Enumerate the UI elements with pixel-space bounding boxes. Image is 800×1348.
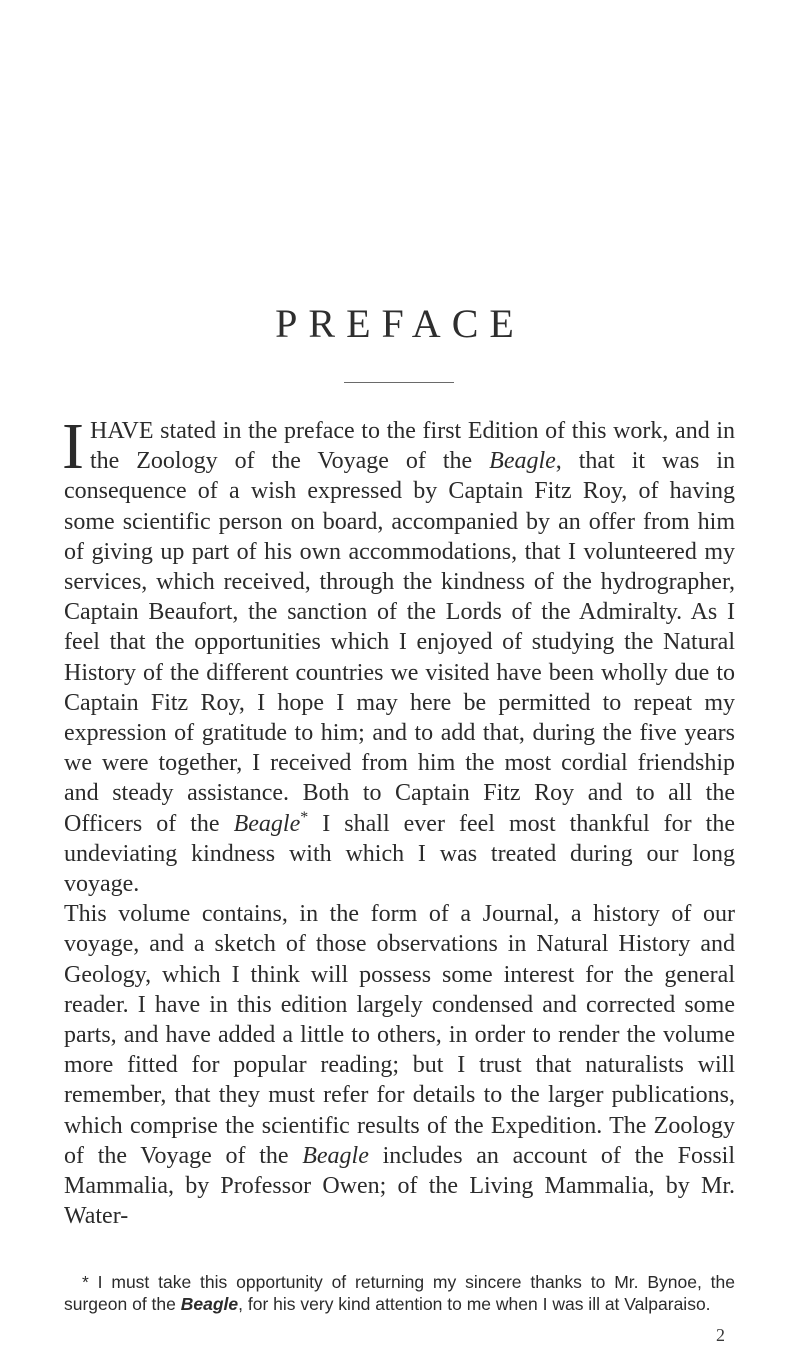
page-title: PREFACE [275, 301, 525, 346]
paragraph-2-text: This volume contains, in the form of a Journal, a history of our voyage, and a sketch of those observations in Natural History and Geology, which I think will possess some interest for the general reader. I have in this edition largely condensed and corrected some parts, and have added a little to others, in order to render the volume more fitted for popular reading; but I trust that naturalists will remember, that they must refer for details to the larger publications, which comprise the scientific results of the Expedition. The Zoology of the Voyage of the [64, 901, 735, 1169]
page-number: 2 [716, 1325, 725, 1345]
paragraph-1 [62, 410, 736, 899]
italic-ship-name: Beagle [180, 1293, 239, 1314]
paragraph-1-text: , that it was in consequence of a wish expressed by Captain Fitz Roy, of having some scientific person on board, accompanied by an offer from him of giving up part of his own accommodations, that I volunteered my services, which received, through the kindness of the hydrographer, Captain Beaufort, the sanction of the Lords of the Admiralty. As I feel that the opportunities which I enjoyed of studying the Natural History of the different countries we visited have been wholly due to Captain Fitz Roy, I hope I may here be permitted to repeat my expression of gratitude to him; and to add that, during the five years we were together, I received from him the most cordial friendship and steady assistance. Both to Captain Fitz Roy and to all the Officers of the [64, 448, 735, 837]
title-rule-divider [344, 382, 454, 383]
italic-ship-name: Beagle [489, 448, 556, 475]
italic-ship-name: Beagle [233, 810, 301, 837]
body-text [62, 410, 736, 1231]
italic-ship-name: Beagle [302, 1142, 369, 1169]
paragraph-2-text: includes an account of the Fossil Mammalia, by Professor Owen; of the Living Mammalia, by Mr. Water- [64, 1142, 736, 1230]
footnote [64, 1272, 735, 1315]
footnote-text: I must take this opportunity of returning my sincere thanks to Mr. Bynoe, the surgeon of the [64, 1272, 735, 1314]
footnote-text: , for his very kind attention to me when I was ill at Valparaiso. [238, 1293, 711, 1314]
drop-cap: I [62, 410, 84, 483]
paragraph-1-text: HAVE stated in the preface to the first Edition of this work, and in the Zoology of the Voyage of the [89, 418, 735, 475]
footnote-marker: * [82, 1272, 89, 1292]
paragraph-1-text: I shall ever feel most thankful for the undeviating kindness with which I was treated during our long voyage. [64, 810, 736, 898]
paragraph-2 [64, 899, 735, 1231]
footnote-marker: * [300, 808, 309, 826]
